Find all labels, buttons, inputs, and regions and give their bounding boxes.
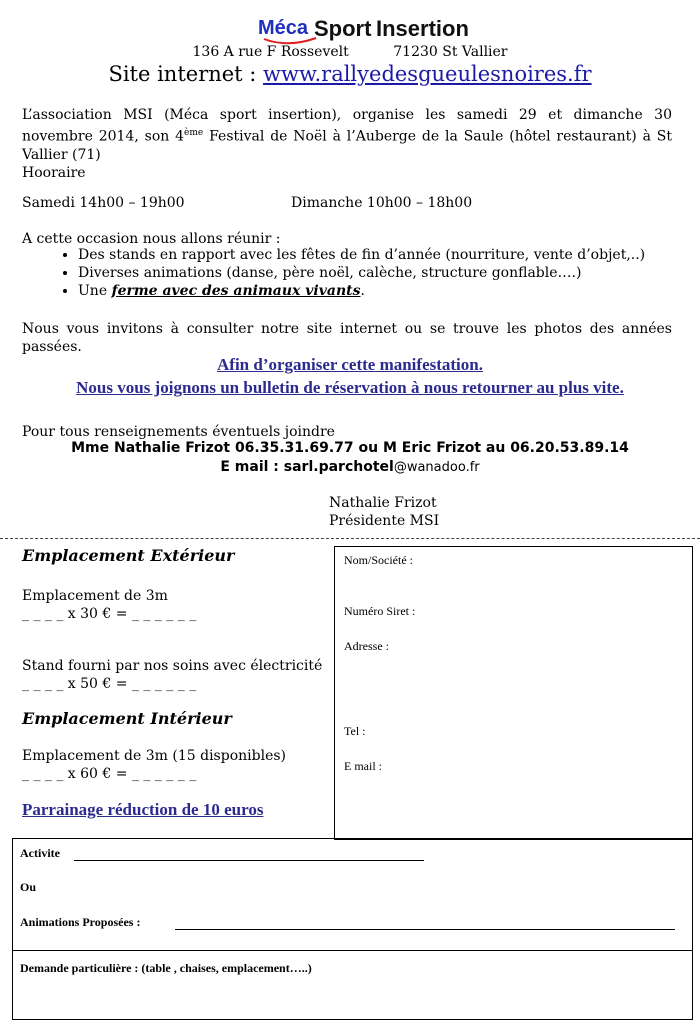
invite-paragraph	[22, 320, 672, 356]
intro-paragraph	[22, 106, 672, 182]
intro-line-1: L’association MSI (Méca sport insertion), organise les samedi 29 et dimanche 30	[22, 107, 672, 123]
logo-text-meca: Méca	[258, 17, 309, 39]
reunir-text: A cette occasion nous allons réunir :	[22, 231, 281, 247]
adresse-field[interactable]: Adresse :	[344, 639, 389, 653]
activite-label: Activite	[20, 846, 60, 860]
meca-sport-insertion-logo	[258, 8, 469, 44]
animations-input-line[interactable]	[175, 929, 675, 930]
site-label: Site internet :	[108, 62, 264, 86]
horaire-label: Hooraire	[22, 164, 86, 181]
ou-label: Ou	[20, 880, 37, 894]
animations-label: Animations Proposées :	[20, 915, 141, 929]
invite-line-1: Nous vous invitons à consulter notre site internet ou se trouve les photos des années	[22, 321, 672, 337]
activite-input-line[interactable]	[74, 860, 424, 861]
invite-line-2: passées.	[22, 339, 82, 355]
bullet-item: • Des stands en rapport avec les fêtes de fin d’année (nourriture, vente d’objet,..)	[78, 246, 698, 264]
demande-label[interactable]: Demande particulière : (table , chaises, emplacement…..)	[20, 961, 312, 975]
blue-heading-2: Nous vous joignons un bulletin de réservation à nous retourner au plus vite.	[76, 378, 624, 397]
samedi-hours: Samedi 14h00 – 19h00	[22, 195, 185, 211]
signature-title: Présidente MSI	[329, 513, 440, 529]
siret-field[interactable]: Numéro Siret :	[344, 604, 416, 618]
site-line	[0, 62, 700, 86]
logo-text-sport: Sport	[314, 16, 372, 41]
bullet-item: • Diverses animations (danse, père noël, calèche, structure gonflable….)	[78, 264, 698, 282]
address-line: 136 A rue F Rossevelt 71230 St Vallier	[192, 44, 508, 60]
intro-line-2: novembre 2014, son 4ème Festival de Noël à l’Auberge de la Saule (hôtel restaurant) à St	[22, 128, 672, 145]
exterieur-title: Emplacement Extérieur	[22, 546, 235, 565]
ext-item-1: Emplacement de 3m	[22, 588, 168, 604]
email-field[interactable]: E mail :	[344, 759, 382, 773]
cut-line	[0, 538, 700, 539]
email-line: E mail : sarl.parchotel@wanadoo.fr	[220, 459, 480, 475]
blue-heading-1: Afin d’organiser cette manifestation.	[217, 355, 483, 374]
int-price-1[interactable]: _ _ _ _ x 60 € = _ _ _ _ _ _	[22, 766, 197, 782]
contact-line: Mme Nathalie Frizot 06.35.31.69.77 ou M Eric Frizot au 06.20.53.89.14	[71, 440, 629, 456]
nom-societe-field[interactable]: Nom/Société :	[344, 553, 413, 567]
parrainage-text: Parrainage réduction de 10 euros	[22, 800, 264, 819]
signature-name: Nathalie Frizot	[329, 495, 437, 511]
intro-line-3: Vallier (71)	[22, 146, 101, 163]
contact-form-box	[334, 546, 693, 840]
ext-price-1[interactable]: _ _ _ _ x 30 € = _ _ _ _ _ _	[22, 606, 197, 622]
tel-field[interactable]: Tel :	[344, 724, 366, 738]
int-item-1: Emplacement de 3m (15 disponibles)	[22, 748, 286, 764]
ext-item-2: Stand fourni par nos soins avec électricité	[22, 658, 323, 674]
logo-text-insertion: Insertion	[376, 16, 469, 41]
site-link[interactable]: www.rallyedesgueulesnoires.fr	[263, 62, 592, 86]
dimanche-hours: Dimanche 10h00 – 18h00	[291, 195, 473, 211]
interieur-title: Emplacement Intérieur	[22, 709, 232, 728]
activity-divider	[12, 950, 692, 951]
ext-price-2[interactable]: _ _ _ _ x 50 € = _ _ _ _ _ _	[22, 676, 197, 692]
bullet-item: • Une ferme avec des animaux vivants.	[78, 282, 698, 300]
bullet-list	[50, 246, 698, 300]
renseignements-text: Pour tous renseignements éventuels joindre	[22, 424, 335, 440]
